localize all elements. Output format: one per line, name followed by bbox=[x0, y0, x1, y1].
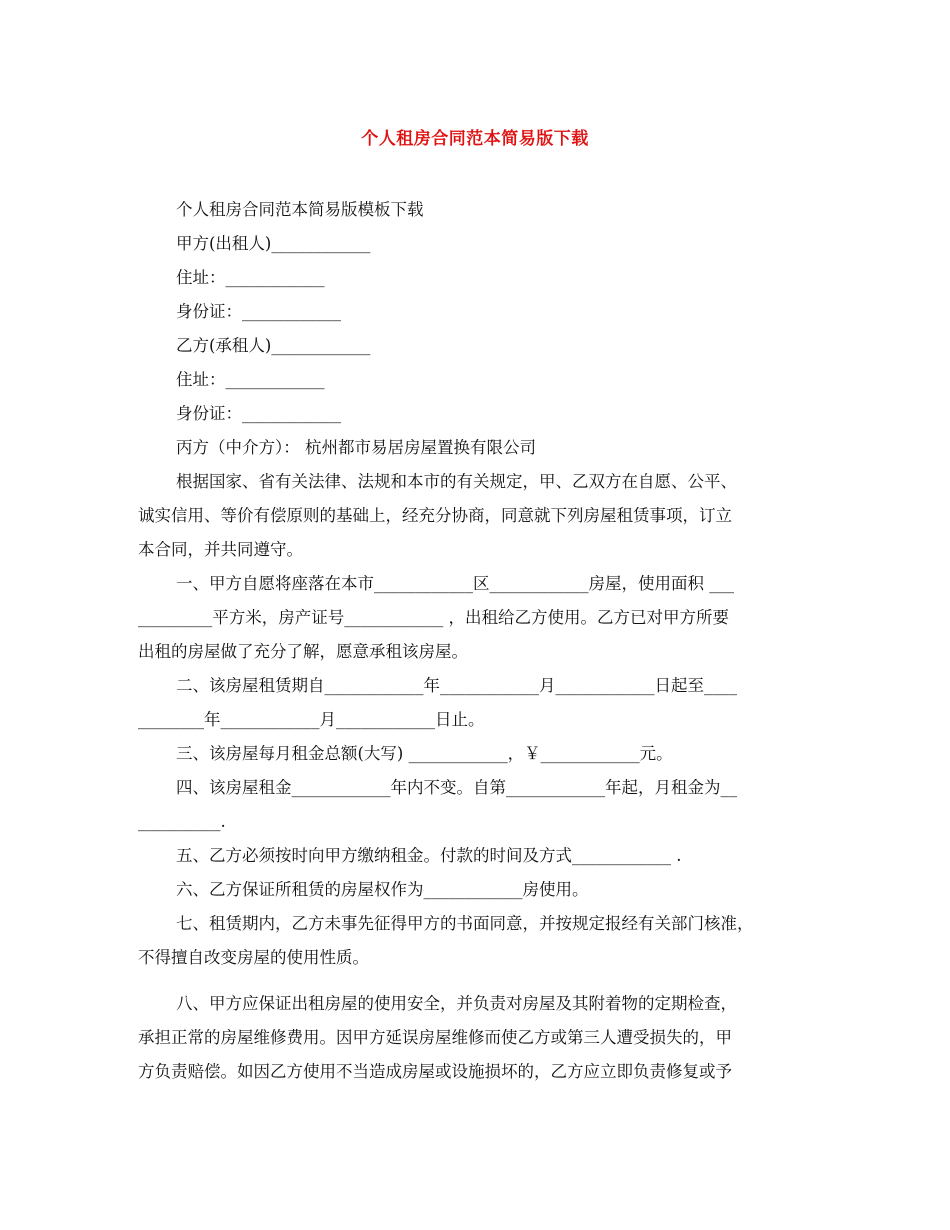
doc-line-clause-3: 三、该房屋每月租金总额(大写) ____________，￥____________元。 bbox=[176, 744, 673, 763]
doc-line-clause-4b: __________. bbox=[138, 812, 226, 831]
doc-line-clause-8b: 承担正常的房屋维修费用。因甲方延误房屋维修而使乙方或第三人遭受损失的，甲 bbox=[138, 1028, 732, 1047]
doc-line-clause-5: 五、乙方必须按时向甲方缴纳租金。付款的时间及方式____________ . bbox=[176, 846, 682, 865]
doc-line-clause-2a: 二、该房屋租赁期自____________年____________月____________日起至____ bbox=[176, 676, 737, 695]
doc-line-party-a-id: 身份证：____________ bbox=[176, 302, 341, 321]
paragraph-gap bbox=[138, 975, 823, 987]
doc-line-party-b-address: 住址：____________ bbox=[176, 370, 325, 389]
doc-line-clause-6: 六、乙方保证所租赁的房屋权作为____________房使用。 bbox=[176, 880, 589, 899]
doc-line-preamble-3: 本合同，并共同遵守。 bbox=[138, 540, 303, 559]
doc-line-party-a: 甲方(出租人)____________ bbox=[176, 234, 371, 253]
doc-line-clause-1b: _________平方米，房产证号____________ ，出租给乙方使用。乙方已对甲方所要 bbox=[138, 608, 729, 627]
doc-line-party-c: 丙方（中介方）： 杭州都市易居房屋置换有限公司 bbox=[176, 438, 536, 457]
doc-line-preamble-1: 根据国家、省有关法律、法规和本市的有关规定，甲、乙双方在自愿、公平、 bbox=[176, 472, 737, 491]
doc-line-clause-7a: 七、租赁期内，乙方未事先征得甲方的书面同意，并按规定报经有关部门核准， bbox=[176, 914, 754, 933]
doc-line-clause-8c: 方负责赔偿。如因乙方使用不当造成房屋或设施损坏的，乙方应立即负责修复或予 bbox=[138, 1062, 732, 1081]
document-body bbox=[138, 193, 823, 1089]
doc-line-party-a-address: 住址：____________ bbox=[176, 268, 325, 287]
doc-line-clause-1c: 出租的房屋做了充分了解，愿意承租该房屋。 bbox=[138, 642, 468, 661]
doc-line-clause-2b: ________年____________月____________日止。 bbox=[138, 710, 485, 729]
doc-line-preamble-2: 诚实信用、等价有偿原则的基础上，经充分协商，同意就下列房屋租赁事项，订立 bbox=[138, 506, 732, 525]
doc-line-subtitle: 个人租房合同范本简易版模板下载 bbox=[176, 200, 424, 219]
doc-line-clause-7b: 不得擅自改变房屋的使用性质。 bbox=[138, 948, 369, 967]
doc-line-clause-1a: 一、甲方自愿将座落在本市____________区____________房屋，使用面积 ___ bbox=[176, 574, 734, 593]
doc-line-party-b: 乙方(承租人)____________ bbox=[176, 336, 371, 355]
document-title: 个人租房合同范本简易版下载 bbox=[361, 129, 589, 149]
doc-line-clause-8a: 八、甲方应保证出租房屋的使用安全，并负责对房屋及其附着物的定期检查， bbox=[176, 994, 737, 1013]
doc-line-party-b-id: 身份证：____________ bbox=[176, 404, 341, 423]
doc-line-clause-4a: 四、该房屋租金____________年内不变。自第____________年起，月租金为__ bbox=[176, 778, 737, 797]
